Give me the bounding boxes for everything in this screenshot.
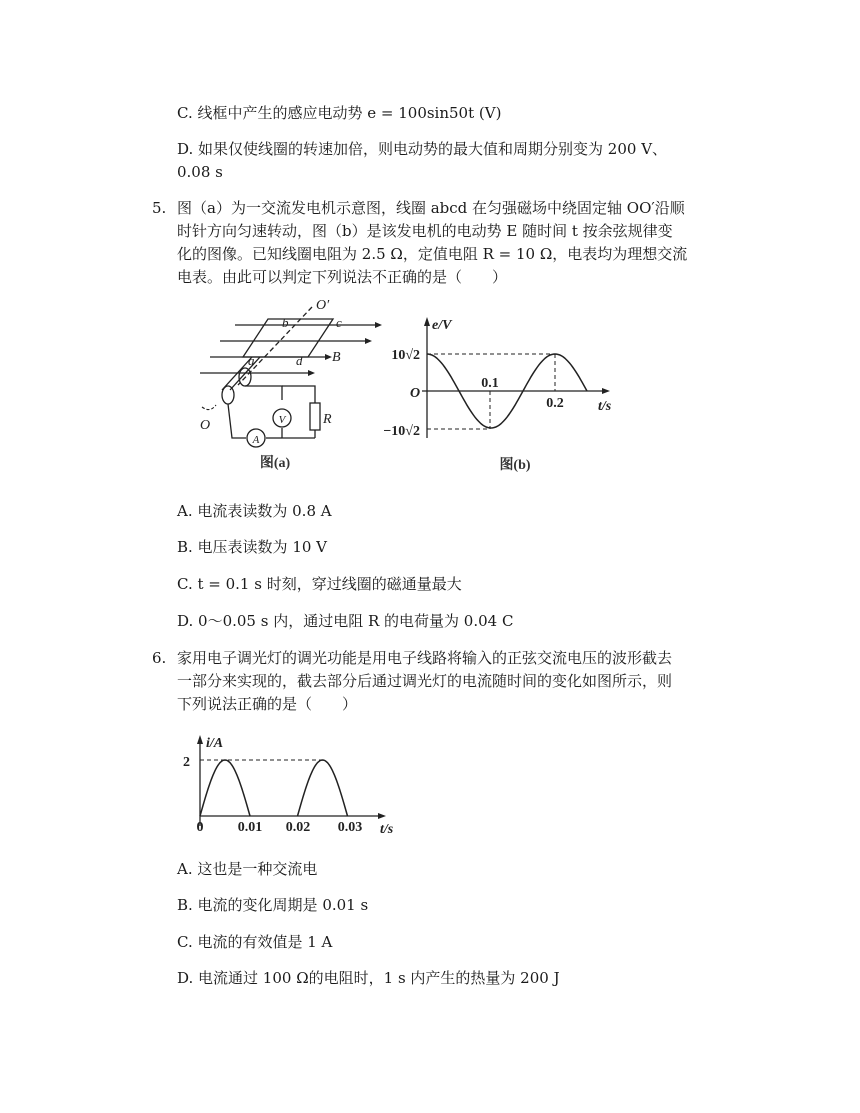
graph-b-xtick: 0.1 [481, 376, 499, 391]
ammeter-label: A [252, 434, 260, 446]
q5-stem-line: 图（a）为一交流发电机示意图，线圈 abcd 在匀强磁场中绕固定轴 OO′沿顺 [177, 199, 685, 217]
label-o-prime: O′ [316, 298, 330, 313]
q6-stem-line: 家用电子调光灯的调光功能是用电子线路将输入的正弦交流电压的波形截去 [177, 649, 673, 667]
q6-graph-ytick: 2 [183, 755, 190, 770]
q4-option-d-line2[interactable]: 0.08 s [177, 163, 223, 181]
label-b-field: B [332, 350, 341, 365]
q5-stem-line: 时针方向匀速转动，图（b）是该发电机的电动势 E 随时间 t 按余弦规律变 [177, 222, 673, 240]
graph-b-xlabel: t/s [598, 399, 612, 414]
voltmeter-label: V [278, 414, 286, 426]
resistor-r [310, 403, 320, 430]
q6-graph-xtick: 0.02 [285, 820, 311, 835]
label-a: a [248, 353, 255, 368]
q5-stem-line: 化的图像。已知线圈电阻为 2.5 Ω，定值电阻 R = 10 Ω，电表均为理想交流 [177, 245, 688, 263]
q6-stem-line: 下列说法正确的是（ ） [177, 695, 358, 713]
q6-graph-xtick: 0.01 [237, 820, 263, 835]
rotation-arrow-icon [202, 405, 216, 410]
q6-option-d[interactable]: D. 电流通过 100 Ω的电阻时，1 s 内产生的热量为 200 J [177, 969, 560, 987]
label-b: b [282, 315, 289, 330]
label-d: d [296, 353, 303, 368]
figure-b-caption: 图(b) [499, 458, 531, 473]
q6-option-c[interactable]: C. 电流的有效值是 1 A [177, 933, 333, 951]
q5-number: 5. [152, 199, 167, 217]
q6-graph-xtick: 0.03 [337, 820, 363, 835]
q6-number: 6. [152, 649, 167, 667]
q5-option-d[interactable]: D. 0～0.05 s 内，通过电阻 R 的电荷量为 0.04 C [177, 612, 514, 630]
q6-option-b[interactable]: B. 电流的变化周期是 0.01 s [177, 896, 369, 914]
label-c: c [336, 315, 342, 330]
q6-graph-xlabel: t/s [380, 822, 394, 837]
q5-option-a[interactable]: A. 电流表读数为 0.8 A [177, 502, 332, 520]
q6-option-a[interactable]: A. 这也是一种交流电 [177, 860, 318, 878]
q6-current-graph [178, 730, 398, 840]
q5-option-b[interactable]: B. 电压表读数为 10 V [177, 538, 328, 556]
q6-graph-xtick: 0 [196, 820, 204, 835]
current-pulse-1 [200, 760, 250, 816]
q5-option-c[interactable]: C. t = 0.1 s 时刻，穿过线圈的磁通量最大 [177, 575, 462, 593]
label-o: O [200, 418, 211, 433]
graph-b-ylabel: e/V [432, 318, 452, 333]
graph-b-origin: O [410, 386, 421, 401]
graph-b-ytick-neg: −10√2 [383, 424, 420, 439]
q6-graph-ylabel: i/A [206, 736, 224, 751]
q5-figure-a-generator-diagram [190, 295, 390, 480]
figure-a-caption: 图(a) [259, 456, 291, 471]
q4-option-c[interactable]: C. 线框中产生的感应电动势 e = 100sin50t (V) [177, 104, 502, 122]
q5-stem-line: 电表。由此可以判定下列说法不正确的是（ ） [177, 268, 508, 286]
label-r: R [323, 412, 332, 427]
current-pulse-2 [298, 760, 348, 816]
q5-figure-b-emf-graph [370, 312, 620, 477]
graph-b-xtick: 0.2 [546, 396, 564, 411]
graph-b-ytick-pos: 10√2 [391, 348, 420, 363]
q4-option-d-line1[interactable]: D. 如果仅使线圈的转速加倍，则电动势的最大值和周期分别变为 200 V、 [177, 140, 668, 158]
q6-stem-line: 一部分来实现的，截去部分后通过调光灯的电流随时间的变化如图所示，则 [177, 672, 673, 690]
